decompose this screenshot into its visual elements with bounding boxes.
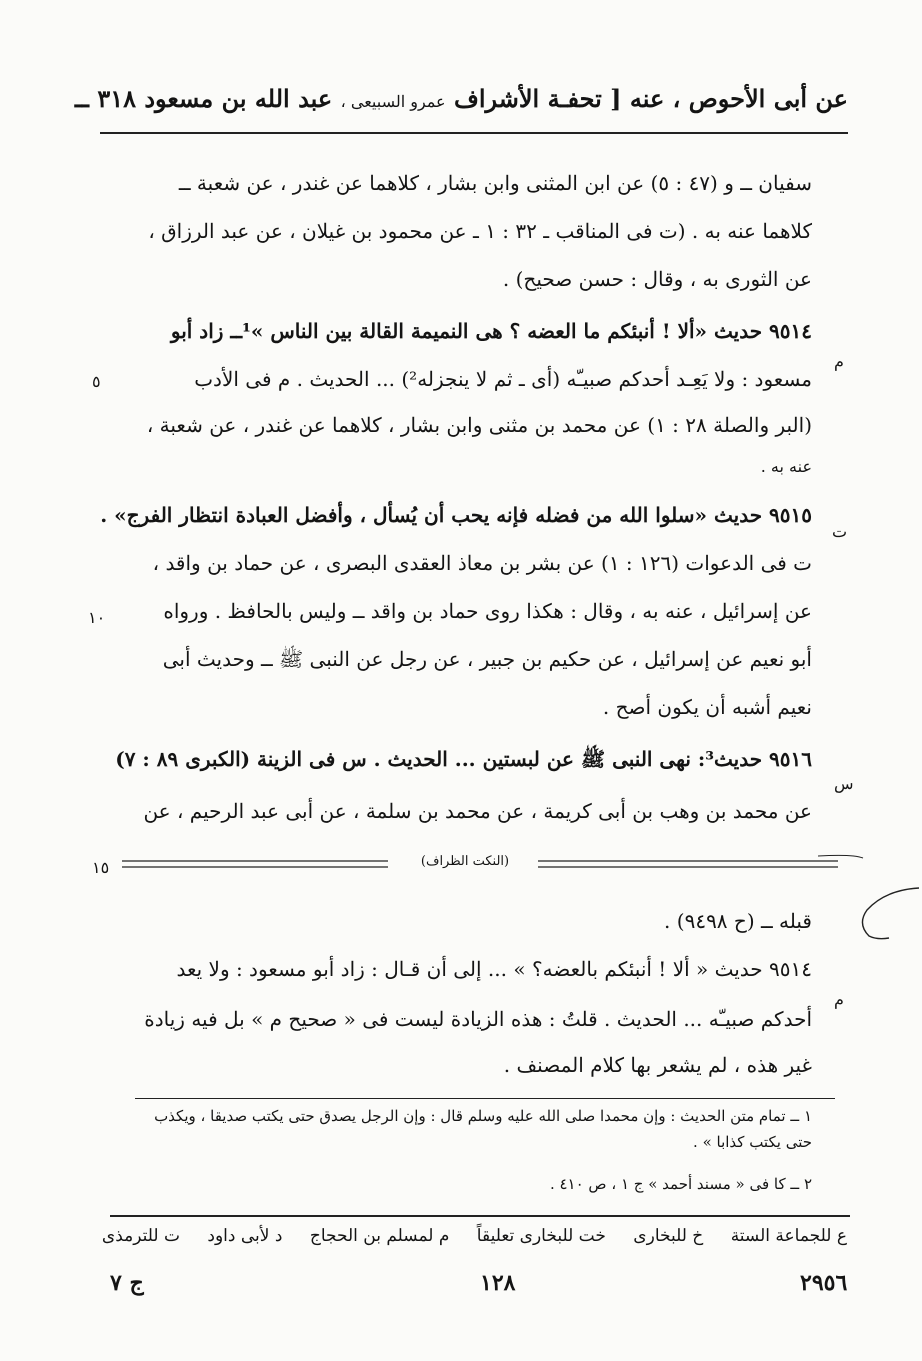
hadith-9515-line-3: عن إسرائيل ، عنه به ، وقال : هكذا روى حماد بن واقد ــ وليس بالحافظ . ورواه xyxy=(163,599,812,623)
header-left: عبد الله بن مسعود ٣١٨ ــ xyxy=(74,84,333,113)
siglum-muslim-2: م xyxy=(834,990,844,1009)
nukat-line-2: ٩٥١٤ حديث « ألا ! أنبئكم بالعضه؟ » ... إلى أن قـال : زاد أبو مسعود : ولا يعد xyxy=(176,957,812,981)
line-number-15: ١٥ xyxy=(92,858,110,877)
symbols-rule xyxy=(110,1215,850,1217)
hadith-9514-line-3: (البر والصلة ٢٨ : ١) عن محمد بن مثنى وابن بشار ، كلاهما عن غندر ، عن شعبة ، xyxy=(146,413,812,437)
symbol-jamaa: ع للجماعة الستة xyxy=(730,1226,847,1246)
volume-number: ج ٧ xyxy=(110,1270,144,1296)
footnote-1-line-2: حتى يكتب كذابا » . xyxy=(693,1133,812,1151)
running-header xyxy=(74,84,848,128)
siglum-muslim: م xyxy=(834,352,844,371)
margin-curl-mark xyxy=(855,884,922,944)
line-number-5: ٥ xyxy=(92,372,101,391)
body-line-3: عن الثورى به ، وقال : حسن صحيح) . xyxy=(502,267,812,291)
hadith-9515-line-2: ت فى الدعوات (١٢٦ : ١) عن بشر بن معاذ العقدى البصرى ، عن حماد بن واقد ، xyxy=(152,551,812,575)
symbols-key xyxy=(101,1226,847,1246)
symbol-muslim: م لمسلم بن الحجاج xyxy=(309,1226,450,1246)
hadith-9514-line-2: مسعود : ولا يَعِـد أحدكم صبيـّه (أى ـ ثم لا ينجزله²) ... الحديث . م فى الأدب xyxy=(194,367,812,391)
nukat-line-4: غير هذه ، لم يشعر بها كلام المصنف . xyxy=(503,1053,812,1077)
hadith-9516-line-2: عن محمد بن وهب بن أبى كريمة ، عن محمد بن سلمة ، عن أبى عبد الرحيم ، عن xyxy=(143,799,812,823)
header-right: عن أبى الأحوص ، عنه [ تحفـة الأشراف xyxy=(453,84,848,113)
symbol-abu-dawud: د لأبى داود xyxy=(207,1226,283,1246)
body-line-2: كلاهما عنه به . (ت فى المناقب ـ ٣٢ : ١ ـ عن محمود بن غيلان ، عن عبد الرزاق ، xyxy=(148,219,812,243)
line-number-10: ١٠ xyxy=(88,608,106,627)
divider-label: (النكت الظراف) xyxy=(420,854,510,869)
page-number: ١٢٨ xyxy=(480,1270,516,1296)
footnote-rule xyxy=(135,1098,835,1099)
header-rule xyxy=(100,132,848,134)
hadith-9514-line-4: عنه به . xyxy=(760,457,812,476)
symbol-tirmidhi: ت للترمذى xyxy=(101,1226,180,1246)
hadith-9514-line-1: ٩٥١٤ حديث «ألا ! أنبئكم ما العضه ؟ هى النميمة القالة بين الناس »¹ــ زاد أبو xyxy=(170,319,812,343)
hadith-9515-line-1: ٩٥١٥ حديث «سلوا الله من فضله فإنه يحب أن يُسأل ، وأفضل العبادة انتظار الفرج» . xyxy=(100,503,812,527)
footnote-1-line-1: ١ ــ تمام متن الحديث : وإن محمدا صلى الله عليه وسلم قال : وإن الرجل يصدق حتى يكتب صديقا ، ويكذب xyxy=(154,1107,812,1125)
body-line-1: سفيان ــ و (٤٧ : ٥) عن ابن المثنى وابن بشار ، كلاهما عن غندر ، عن شعبة ــ xyxy=(178,171,812,195)
symbol-bukhari: خ للبخارى xyxy=(633,1226,704,1246)
siglum-tirmidhi: ت xyxy=(832,522,848,541)
hadith-9516-line-1: ٩٥١٦ حديث³: نهى النبى ﷺ عن لبستين ... الحديث . س فى الزينة (الكبرى ٨٩ : ٧) xyxy=(115,747,812,771)
nukat-line-1: قبله ــ (ح ٩٤٩٨) . xyxy=(664,909,812,933)
hadith-9515-line-5: نعيم أشبه أن يكون أصح . xyxy=(602,695,812,719)
header-small: عمرو السبيعى ، xyxy=(340,92,446,111)
nukat-line-3: أحدكم صبيـّه ... الحديث . قلتُ : هذه الزيادة ليست فى « صحيح م » بل فيه زيادة xyxy=(144,1007,812,1031)
footnote-2: ٢ ــ كا فى « مسند أحمد » ج ١ ، ص ٤١٠ . xyxy=(549,1175,812,1193)
hadith-9515-line-4: أبو نعيم عن إسرائيل ، عن حكيم بن جبير ، عن رجل عن النبى ﷺ ــ وحديث أبى xyxy=(162,647,812,671)
footer-serial: ٢٩٥٦ xyxy=(800,1270,848,1296)
siglum-nasai: س xyxy=(834,774,854,793)
symbol-bukhari-taliq: خت للبخارى تعليقاً xyxy=(476,1226,606,1246)
